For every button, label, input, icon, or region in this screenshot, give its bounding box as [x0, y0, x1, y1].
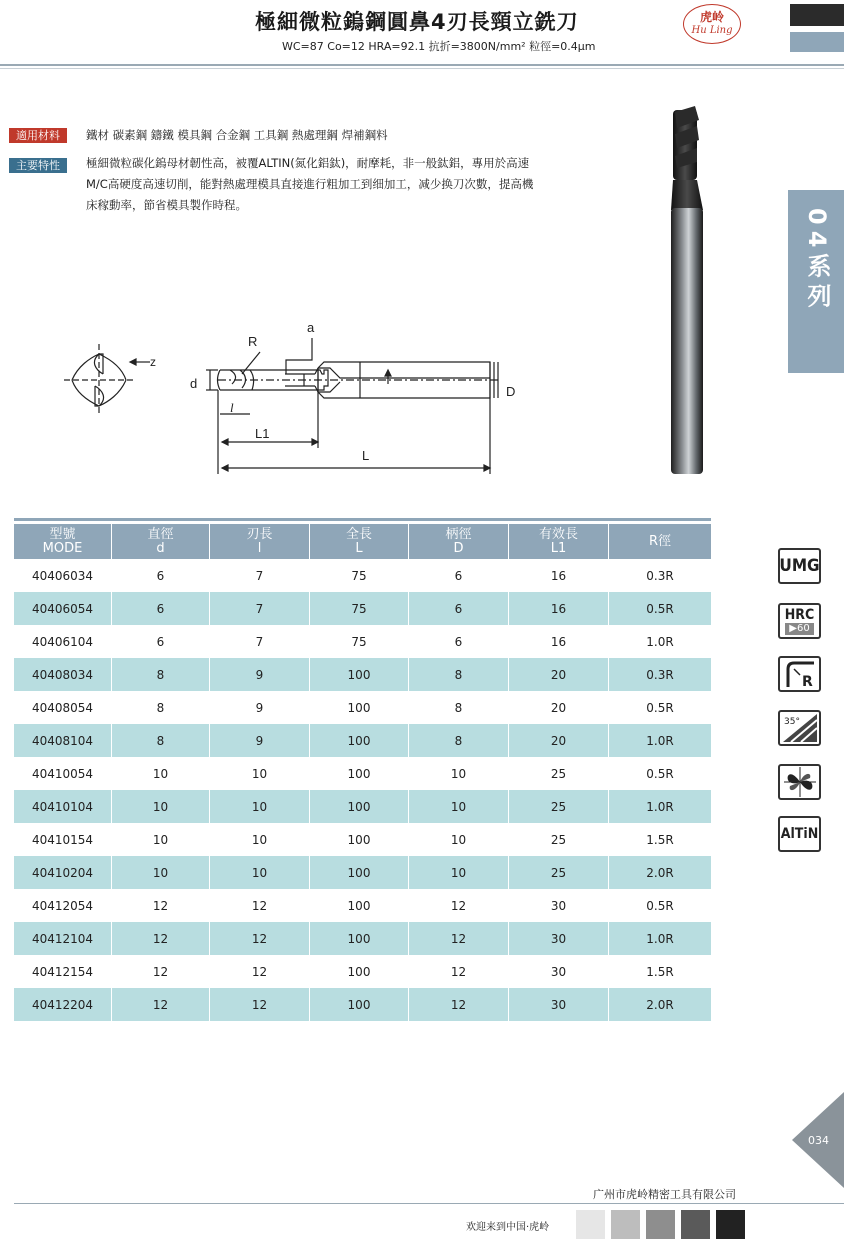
- table-cell: 40406104: [14, 625, 112, 658]
- table-row: [14, 922, 711, 955]
- table-cell: 6: [112, 559, 210, 592]
- footer-swatch: [646, 1210, 675, 1239]
- series-tab: [788, 190, 844, 373]
- column-header-cn: 全長: [345, 526, 372, 542]
- table-cell: 100: [310, 691, 409, 724]
- column-header: [14, 524, 112, 559]
- table-cell: 0.5R: [609, 592, 711, 625]
- table-cell: 10: [112, 790, 210, 823]
- welcome-text: 欢迎来到中国·虎岭: [466, 1222, 550, 1233]
- label-d: d: [190, 376, 198, 391]
- table-cell: 30: [509, 889, 609, 922]
- table-cell: 10: [409, 790, 509, 823]
- table-cell: 10: [112, 823, 210, 856]
- table-cell: 12: [409, 988, 509, 1021]
- table-cell: 1.0R: [646, 634, 674, 649]
- table-cell: 8: [112, 658, 210, 691]
- table-cell: 10: [112, 856, 210, 889]
- table-cell: 0.3R: [609, 658, 711, 691]
- table-cell: 6: [112, 592, 210, 625]
- table-cell: 10: [210, 823, 310, 856]
- table-header-row: [14, 524, 711, 559]
- table-row: [14, 856, 711, 889]
- table-cell: 100: [310, 823, 409, 856]
- table-cell: 100: [310, 724, 409, 757]
- table-cell: 9: [210, 691, 310, 724]
- table-cell: 1.0R: [609, 790, 711, 823]
- table-cell: 20: [509, 691, 609, 724]
- company-name: 广州市虎岭精密工具有限公司: [593, 1188, 736, 1201]
- table-cell: 16: [509, 592, 609, 625]
- helix-angle-text: 35°: [783, 717, 800, 727]
- table-cell: 6: [112, 625, 210, 658]
- traits-text: [86, 153, 646, 216]
- corner-radius-glyph: [782, 659, 818, 689]
- table-cell: 40410204: [14, 856, 112, 889]
- table-cell: 100: [310, 856, 409, 889]
- table-cell: 7: [210, 592, 310, 625]
- table-cell: 75: [310, 592, 409, 625]
- table-top-rule: [14, 518, 711, 521]
- footer-swatch: [576, 1210, 605, 1239]
- table-cell: 25: [509, 856, 609, 889]
- table-cell: 25: [509, 823, 609, 856]
- table-row: [14, 955, 711, 988]
- material-spec: WC=87 Co=12 HRA=92.1 抗折=3800N/mm² 粒徑=0.4μm: [282, 40, 596, 53]
- table-cell: 30: [509, 988, 609, 1021]
- table-cell: 2.0R: [609, 988, 711, 1021]
- column-header-en: L: [355, 540, 363, 556]
- four-flute-icon: [778, 764, 821, 800]
- column-header: [210, 524, 310, 559]
- column-header-cn: 刃長: [246, 526, 273, 542]
- table-row: [14, 625, 711, 658]
- table-cell: 1.0R: [609, 922, 711, 955]
- end-mill-product-image: [665, 100, 711, 480]
- header-divider-thin: [0, 68, 844, 69]
- logo-cn: 虎岭: [699, 10, 724, 24]
- label-a: a: [307, 320, 315, 335]
- table-row: [14, 790, 711, 823]
- table-cell: 40410154: [14, 823, 112, 856]
- table-row: [14, 823, 711, 856]
- table-cell: 10: [409, 823, 509, 856]
- table-cell: 40408104: [14, 724, 112, 757]
- table-cell: 0.5R: [646, 898, 674, 913]
- table-cell: 100: [310, 988, 409, 1021]
- table-cell: 30: [509, 922, 609, 955]
- traits-tag: 主要特性: [9, 158, 67, 173]
- table-cell: 75: [310, 625, 409, 658]
- label-R: R: [248, 334, 258, 349]
- table-cell: 12: [409, 955, 509, 988]
- table-cell: 30: [509, 955, 609, 988]
- table-cell: 25: [509, 757, 609, 790]
- table-cell: 40412204: [14, 988, 112, 1021]
- table-cell: 16: [509, 625, 609, 658]
- column-header-cn: 柄徑: [445, 526, 472, 542]
- column-header: [310, 524, 409, 559]
- table-cell: 12: [112, 955, 210, 988]
- materials-tag: 適用材料: [9, 128, 67, 143]
- corner-radius-text: R: [801, 674, 813, 689]
- umg-icon: [778, 548, 821, 584]
- table-cell: 40408054: [14, 691, 112, 724]
- table-cell: 40410104: [14, 790, 112, 823]
- label-z: z: [150, 355, 156, 369]
- table-cell: 10: [210, 856, 310, 889]
- column-header-en: D: [453, 540, 464, 556]
- materials-text: 鐵材 碳素鋼 鑄鐵 模具鋼 合金鋼 工具鋼 熱處理鋼 焊補鋼料: [86, 128, 388, 142]
- column-header-en: d: [156, 540, 165, 556]
- table-cell: 10: [409, 856, 509, 889]
- table-row: [14, 691, 711, 724]
- table-cell: 6: [409, 592, 509, 625]
- table-cell: 0.5R: [646, 700, 674, 715]
- table-cell: 1.0R: [609, 724, 711, 757]
- header-divider: [0, 64, 844, 66]
- umg-icon-label: UMG: [779, 556, 820, 576]
- table-body: [14, 559, 711, 1021]
- traits-line: M/C高硬度高速切削，能對熱處理模具直接進行粗加工到细加工，减少换刀次數，提高機: [86, 177, 534, 191]
- column-header-cn: R徑: [648, 533, 672, 549]
- table-cell: 40406054: [14, 592, 112, 625]
- column-header-cn: 有效長: [538, 526, 578, 542]
- table-cell: 100: [310, 757, 409, 790]
- table-cell: 40412104: [14, 922, 112, 955]
- table-cell: 9: [210, 658, 310, 691]
- four-flute-glyph: [782, 766, 818, 798]
- table-cell: 7: [210, 625, 310, 658]
- table-cell: 8: [409, 691, 509, 724]
- table-cell: 20: [509, 658, 609, 691]
- label-L: L: [362, 448, 370, 463]
- brand-logo: [683, 4, 741, 44]
- table-cell: 12: [112, 922, 210, 955]
- table-cell: 2.0R: [609, 856, 711, 889]
- table-cell: 20: [509, 724, 609, 757]
- hrc-icon-label: HRC: [784, 606, 815, 623]
- table-cell: 8: [409, 658, 509, 691]
- table-cell: 1.5R: [646, 832, 674, 847]
- footer-divider: [14, 1203, 844, 1204]
- table-cell: 25: [509, 790, 609, 823]
- column-header-cn: 直徑: [147, 526, 174, 542]
- table-cell: 1.5R: [646, 964, 674, 979]
- page-title: 極細微粒鎢鋼圓鼻4刃長頸立銑刀: [255, 10, 579, 34]
- table-cell: 16: [509, 559, 609, 592]
- table-cell: 40410054: [14, 757, 112, 790]
- table-cell: 12: [210, 889, 310, 922]
- table-row: [14, 592, 711, 625]
- table-cell: 40412054: [14, 889, 112, 922]
- label-D: D: [506, 384, 516, 399]
- page-number: 034: [808, 1134, 829, 1147]
- table-cell: 12: [112, 988, 210, 1021]
- footer-swatch: [681, 1210, 710, 1239]
- traits-line: 床稼動率，節省模具製作時程。: [86, 198, 247, 212]
- table-cell: 6: [409, 625, 509, 658]
- corner-block-blue: [790, 32, 844, 52]
- table-cell: 7: [210, 559, 310, 592]
- table-cell: 12: [409, 922, 509, 955]
- corner-radius-icon: [778, 656, 821, 692]
- tool-dimension-diagram: [60, 318, 540, 478]
- label-l: l: [230, 400, 234, 415]
- corner-block-dark: [790, 4, 844, 26]
- column-header-en: l: [257, 540, 262, 556]
- table-cell: 6: [409, 559, 509, 592]
- table-cell: 10: [210, 757, 310, 790]
- table-cell: 75: [310, 559, 409, 592]
- table-row: [14, 757, 711, 790]
- table-cell: 10: [210, 790, 310, 823]
- table-row: [14, 988, 711, 1021]
- table-cell: 12: [112, 889, 210, 922]
- column-header: [509, 524, 609, 559]
- column-header: [409, 524, 509, 559]
- table-cell: 100: [310, 922, 409, 955]
- end-view-icon: [64, 344, 150, 416]
- table-cell: 8: [409, 724, 509, 757]
- altin-coating-icon: [778, 816, 821, 852]
- altin-icon-label: AlTiN: [780, 826, 819, 842]
- table-cell: 0.3R: [646, 568, 674, 583]
- table-cell: 10: [409, 757, 509, 790]
- helix-angle-icon: [778, 710, 821, 746]
- table-cell: 8: [112, 724, 210, 757]
- table-cell: 40408034: [14, 658, 112, 691]
- table-cell: 12: [409, 889, 509, 922]
- logo-en: Hu Ling: [691, 25, 733, 36]
- side-view-icon: [218, 362, 501, 398]
- column-header: [609, 524, 711, 559]
- helix-angle-glyph: [781, 712, 819, 744]
- traits-line: 極細微粒碳化鎢母材韌性高，被覆ALTIN(氮化鋁鈦)，耐摩耗，非一般鈦鋁，專用於高速: [86, 156, 530, 170]
- table-cell: 100: [310, 790, 409, 823]
- table-row: [14, 889, 711, 922]
- column-header-en: MODE: [42, 540, 83, 556]
- table-cell: 100: [310, 955, 409, 988]
- footer-swatch: [716, 1210, 745, 1239]
- table-row: [14, 559, 711, 592]
- hrc-icon: [778, 603, 821, 639]
- column-header: [112, 524, 210, 559]
- series-tab-label: 04系列: [803, 208, 831, 314]
- table-cell: 12: [210, 955, 310, 988]
- table-cell: 12: [210, 988, 310, 1021]
- footer-swatch: [611, 1210, 640, 1239]
- table-cell: 40412154: [14, 955, 112, 988]
- hrc-icon-value: ▶60: [785, 623, 813, 635]
- table-row: [14, 724, 711, 757]
- table-cell: 0.5R: [646, 766, 674, 781]
- table-cell: 10: [112, 757, 210, 790]
- table-cell: 12: [210, 922, 310, 955]
- table-cell: 9: [210, 724, 310, 757]
- table-cell: 8: [112, 691, 210, 724]
- table-row: [14, 658, 711, 691]
- table-cell: 40406034: [14, 559, 112, 592]
- table-cell: 100: [310, 658, 409, 691]
- column-header-en: L1: [550, 540, 567, 556]
- column-header-cn: 型號: [49, 526, 76, 542]
- spec-table: [14, 524, 711, 1021]
- label-L1: L1: [255, 426, 270, 441]
- table-cell: 100: [310, 889, 409, 922]
